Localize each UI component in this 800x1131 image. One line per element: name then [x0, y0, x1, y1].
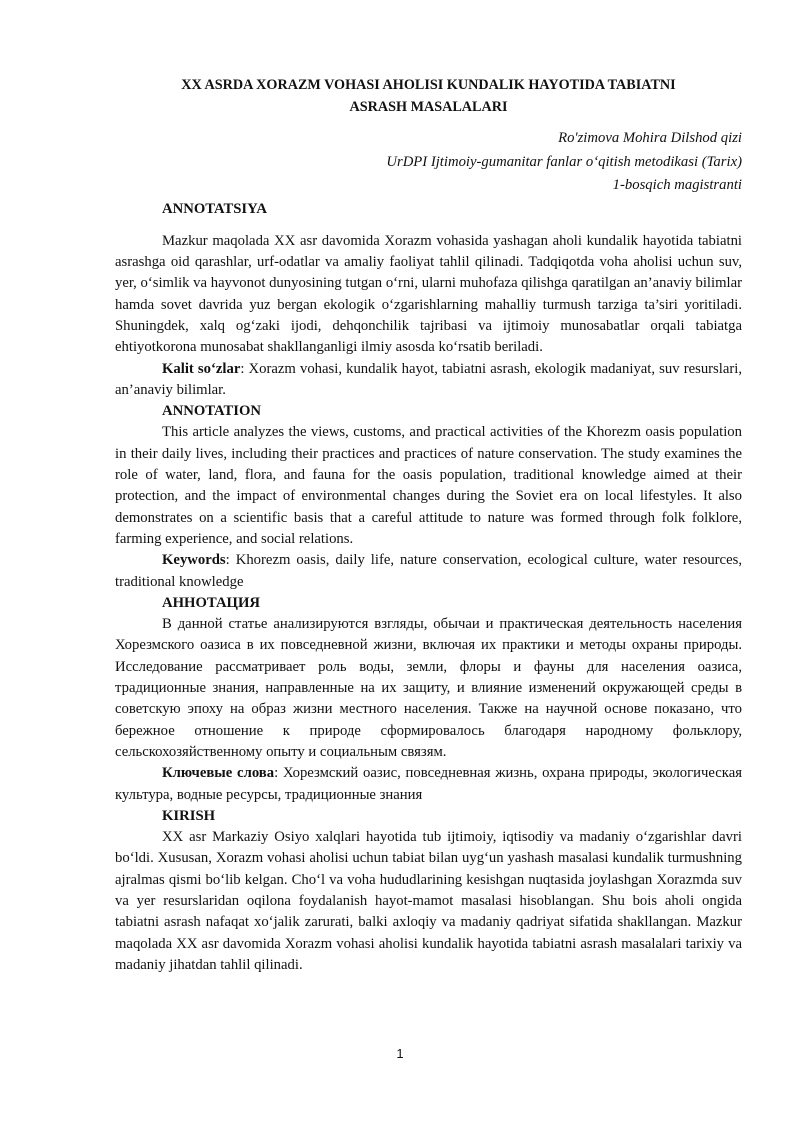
page-number: 1: [396, 1046, 404, 1061]
annotatsiya-ru-keywords-label: Ключевые слова: [162, 765, 275, 782]
annotation-keywords-text: : Khorezm oasis, daily life, nature conservation, ecological culture, water resources, traditional knowledge: [115, 552, 742, 590]
annotatsiya-ru-keywords: [115, 763, 742, 806]
title-line-2: ASRASH MASALALARI: [349, 99, 508, 115]
paper-title: [115, 74, 742, 118]
author-affiliation: UrDPI Ijtimoiy-gumanitar fanlar o‘qitish metodikasi (Tarix): [386, 153, 742, 170]
kirish-heading: KIRISH: [162, 807, 216, 824]
annotatsiya-ru-keywords-text: : Хорезмский оазис, повседневная жизнь, охрана природы, экологическая культура, водные ресурсы, традиционные знания: [115, 765, 742, 803]
annotatsiya-text: Mazkur maqolada XX asr davomida Xorazm vohasida yashagan aholi kundalik hayotida tabiatni asrashga oid qarashlar, urf-odatlar va amaliy faoliyat tahlil qilinadi. Tadqiqotda voha aholisi uchun suv, yer, o‘simlik va hayvonot dunyosining tutgan o‘rni, ularni muhofaza qilishga qaratilgan an’anaviy bilimlar hamda sovet davrida yuz bergan ekologik o‘zgarishlarning mahalliy turmush tarziga ta’siri yoritiladi. Shuningdek, xalq og‘zaki ijodi, dehqonchilik tajribasi va ijtimoiy munosabatlar orqali tabiatga ehtiyotkorona munosabat shakllanganligi ilmiy asosda ko‘rsatib beriladi.: [115, 232, 742, 356]
annotation-text: This article analyzes the views, customs, and practical activities of the Khorezm oasis population in their daily lives, including their practices and practices of nature conservation. The study examines the role of water, land, flora, and fauna for the oasis population, traditional knowledge aimed at their protection, and the impact of environmental changes during the Soviet era on local lifestyles. It also demonstrates on a scientific basis that a careful attitude to nature was formed through folk folklore, farming experience, and social relations.: [115, 424, 742, 547]
annotatsiya-ru-heading: АННОТАЦИЯ: [162, 594, 261, 611]
annotatsiya-keywords: [115, 359, 742, 402]
paper-page: [115, 74, 742, 976]
title-line-1: XX ASRDA XORAZM VOHASI AHOLISI KUNDALIK HAYOTIDA TABIATNI: [181, 77, 676, 93]
kirish-text: XX asr Markaziy Osiyo xalqlari hayotida tub ijtimoiy, iqtisodiy va madaniy o‘zgarishlar davri bo‘ldi. Xususan, Xorazm vohasi aholisi uchun tabiat bilan uyg‘un yashash masalasi kundalik turmushning ajralmas qismi bo‘lib kelgan. Cho‘l va voha hududlarining kesishgan nuqtasida joylashgan Xorazmda suv va yer resurslaridan oqilona foydalanish hayot-mamot masalasi hisoblangan. Shu bois aholi ongida tabiatni asrash nafaqat xo‘jalik zarurati, balki axloqiy va madaniy qadriyat sifatida shakllangan. Mazkur maqolada XX asr davomida Xorazm vohasi aholisi kundalik hayotida tabiatni asrash masalalari tarixiy va madaniy jihatdan tahlil qilinadi.: [115, 829, 742, 973]
author-block: [115, 127, 742, 198]
author-name: Ro'zimova Mohira Dilshod qizi: [558, 130, 742, 146]
annotation-keywords-label: Keywords: [162, 552, 226, 569]
annotatsiya-keywords-text: : Xorazm vohasi, kundalik hayot, tabiatni asrash, ekologik madaniyat, suv resurslari, an’anaviy bilimlar.: [115, 360, 743, 398]
annotatsiya-heading: ANNOTATSIYA: [162, 200, 268, 217]
annotation-keywords: [115, 550, 742, 593]
annotatsiya-ru-text: В данной статье анализируются взгляды, обычаи и практическая деятельность населения Хорезмского оазиса в их повседневной жизни, включая их практики и методы охраны природы. Исследование рассматривает роль воды, земли, флоры и фауны для населения оазиса, традиционные знания, направленные на их защиту, и влияние изменений окружающей среды в советскую эпоху на образ жизни местного населения. Также на научной основе показано, что бережное отношение к природе сформировалось благодаря народному фольклору, сельскохозяйственному опыту и социальным связям.: [115, 616, 742, 760]
annotatsiya-keywords-label: Kalit so‘zlar: [162, 360, 241, 377]
author-position: 1-bosqich magistranti: [612, 177, 742, 193]
annotation-heading: ANNOTATION: [162, 403, 262, 420]
